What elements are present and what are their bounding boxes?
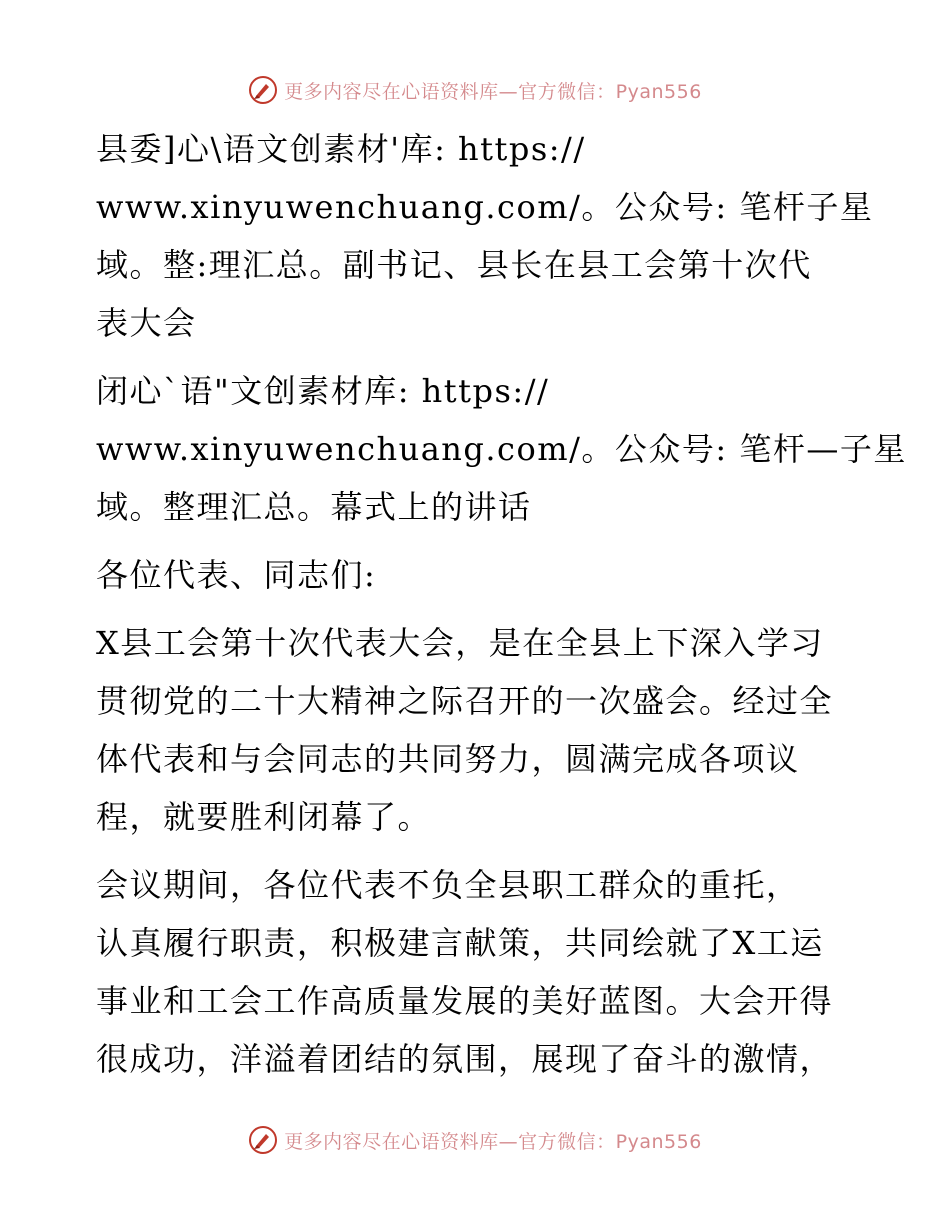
paragraph-line: 很成功，洋溢着团结的氛围，展现了奋斗的激情， — [96, 1040, 834, 1078]
footer-watermark-banner — [0, 1120, 950, 1160]
paragraph-line: 体代表和与会同志的共同努力，圆满完成各项议 — [96, 740, 800, 778]
header-watermark-text: 更多内容尽在心语资料库—官方微信：Pyan556 — [284, 80, 702, 103]
pen-logo-icon — [248, 1125, 278, 1155]
paragraph-line: 程，就要胜利闭幕了。 — [96, 798, 432, 836]
paragraph-line: X县工会第十次代表大会，是在全县上下深入学习 — [96, 624, 824, 662]
header-watermark-banner — [0, 70, 950, 110]
paragraph-line: 闭心`语"文创素材库: https:// — [96, 372, 550, 410]
document-body — [96, 120, 907, 1098]
paragraph — [96, 362, 907, 536]
paragraph — [96, 856, 856, 1088]
pen-logo-icon — [248, 75, 278, 105]
paragraph — [96, 546, 856, 604]
paragraph-line: www.xinyuwenchuang.com/。公众号: 笔杆—子星 — [96, 430, 907, 468]
paragraph-line: 表大会 — [96, 304, 197, 342]
paragraph-line: 县委]心\语文创素材'库: https:// — [96, 130, 586, 168]
paragraph — [96, 614, 856, 846]
paragraph-line: 各位代表、同志们: — [96, 556, 377, 594]
paragraph-line: 认真履行职责，积极建言献策，共同绘就了X工运 — [96, 924, 824, 962]
footer-watermark-text: 更多内容尽在心语资料库—官方微信：Pyan556 — [284, 1130, 702, 1153]
paragraph-line: 会议期间，各位代表不负全县职工群众的重托， — [96, 866, 800, 904]
paragraph-line: 域。整:理汇总。副书记、县长在县工会第十次代 — [96, 246, 812, 284]
paragraph — [96, 120, 874, 352]
paragraph-line: 域。整理汇总。幕式上的讲话 — [96, 488, 532, 526]
paragraph-line: 事业和工会工作高质量发展的美好蓝图。大会开得 — [96, 982, 834, 1020]
paragraph-line: 贯彻党的二十大精神之际召开的一次盛会。经过全 — [96, 682, 834, 720]
paragraph-line: www.xinyuwenchuang.com/。公众号: 笔杆子星 — [96, 188, 874, 226]
